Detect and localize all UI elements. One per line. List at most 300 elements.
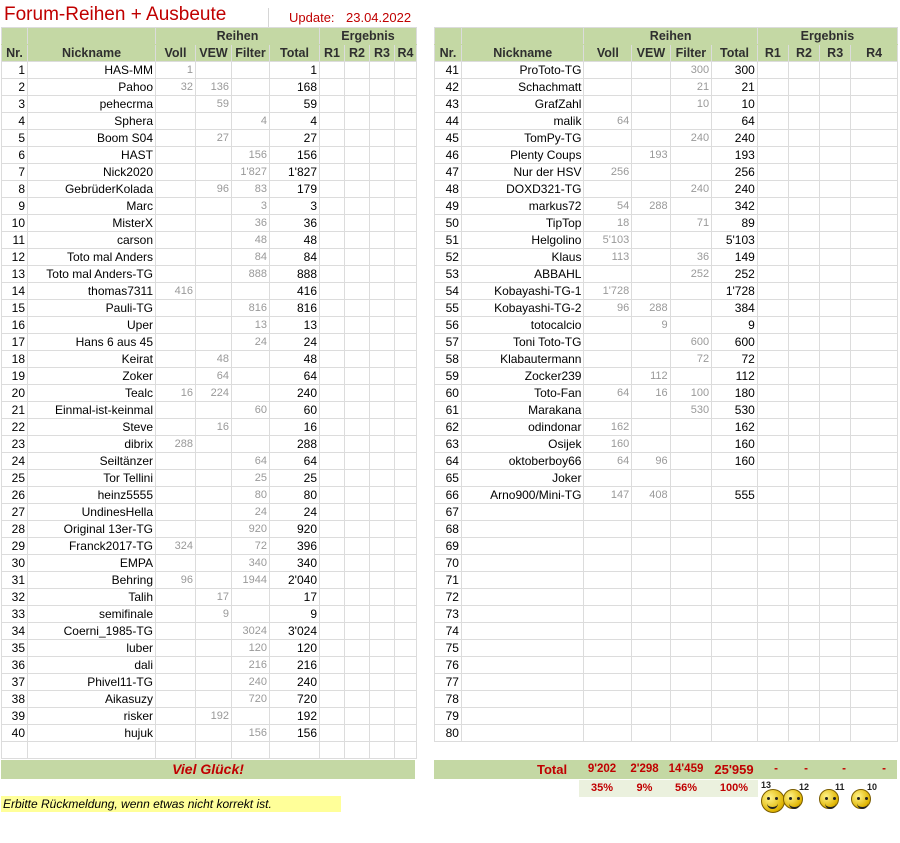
result-r2-cell — [345, 351, 370, 368]
filter-cell — [670, 419, 712, 436]
result-r2-cell — [788, 589, 819, 606]
filter-cell — [670, 453, 712, 470]
result-r2-cell — [788, 334, 819, 351]
row-number: 74 — [435, 623, 462, 640]
row-number: 80 — [435, 725, 462, 742]
voll-cell — [156, 691, 196, 708]
empty-cell — [196, 742, 232, 759]
result-r2-cell — [345, 368, 370, 385]
filter-cell: 340 — [232, 555, 270, 572]
nickname-cell — [461, 674, 583, 691]
result-r4-cell — [851, 436, 898, 453]
nickname-cell: Keirat — [28, 351, 156, 368]
row-number: 30 — [2, 555, 28, 572]
table-row — [435, 130, 898, 147]
nickname-cell — [461, 657, 583, 674]
result-r1-cell — [320, 232, 345, 249]
nickname-cell — [461, 504, 583, 521]
result-r4-cell — [851, 300, 898, 317]
nickname-cell: Steve — [28, 419, 156, 436]
table-row — [435, 504, 898, 521]
filter-cell: 24 — [232, 334, 270, 351]
voll-cell — [156, 487, 196, 504]
result-r3-cell — [820, 181, 851, 198]
nickname-cell: GebrüderKolada — [28, 181, 156, 198]
result-r2-cell — [345, 606, 370, 623]
result-r4-cell — [851, 164, 898, 181]
header-nr: Nr. — [2, 45, 28, 62]
nickname-cell: Original 13er-TG — [28, 521, 156, 538]
row-number: 17 — [2, 334, 28, 351]
header-r2: R2 — [345, 45, 370, 62]
total-cell: 920 — [270, 521, 320, 538]
result-r2-cell — [345, 402, 370, 419]
result-r4-cell — [395, 96, 417, 113]
voll-cell — [156, 164, 196, 181]
row-number: 60 — [435, 385, 462, 402]
result-r3-cell — [370, 725, 395, 742]
result-r4-cell — [395, 215, 417, 232]
nickname-cell: Arno900/Mini-TG — [461, 487, 583, 504]
result-r2-cell — [345, 198, 370, 215]
total-cell: 48 — [270, 232, 320, 249]
result-r3-cell — [820, 691, 851, 708]
table-row — [435, 283, 898, 300]
total-cell: 16 — [270, 419, 320, 436]
result-r4-cell — [395, 691, 417, 708]
nickname-cell: Sphera — [28, 113, 156, 130]
total-cell: 193 — [712, 147, 758, 164]
result-r2-cell — [788, 351, 819, 368]
result-r3-cell — [370, 453, 395, 470]
table-row — [435, 572, 898, 589]
filter-cell — [232, 385, 270, 402]
result-r4-cell — [851, 62, 898, 79]
row-number: 10 — [2, 215, 28, 232]
result-r4-cell — [395, 470, 417, 487]
result-r4-cell — [395, 606, 417, 623]
total-cell: 1'728 — [712, 283, 758, 300]
voll-cell — [156, 521, 196, 538]
row-number: 21 — [2, 402, 28, 419]
result-r2-cell — [788, 249, 819, 266]
table-row — [2, 691, 417, 708]
header-nr: Nr. — [435, 45, 462, 62]
result-r2-cell — [345, 266, 370, 283]
result-r3-cell — [820, 436, 851, 453]
result-r1-cell — [320, 334, 345, 351]
result-r4-cell — [851, 283, 898, 300]
table-row — [435, 623, 898, 640]
nickname-cell: thomas7311 — [28, 283, 156, 300]
nickname-cell: Pauli-TG — [28, 300, 156, 317]
result-r4-cell — [851, 96, 898, 113]
result-r1-cell — [320, 674, 345, 691]
result-r1-cell — [757, 504, 788, 521]
voll-cell — [156, 470, 196, 487]
update-label: Update: — [289, 10, 335, 25]
result-r1-cell — [757, 674, 788, 691]
empty-cell — [28, 742, 156, 759]
result-r4-cell — [395, 487, 417, 504]
voll-cell: 96 — [156, 572, 196, 589]
vew-cell — [196, 198, 232, 215]
table-row — [2, 317, 417, 334]
row-number: 34 — [2, 623, 28, 640]
nickname-cell: Aikasuzy — [28, 691, 156, 708]
result-r2-cell — [788, 266, 819, 283]
result-r1-cell — [320, 708, 345, 725]
result-r2-cell — [788, 317, 819, 334]
voll-cell — [584, 351, 632, 368]
result-r1-cell — [757, 164, 788, 181]
result-r1-cell — [757, 283, 788, 300]
result-r2-cell — [788, 113, 819, 130]
result-r2-cell — [788, 691, 819, 708]
result-r4-cell — [851, 555, 898, 572]
table-row — [435, 334, 898, 351]
voll-cell — [156, 674, 196, 691]
nickname-cell — [461, 640, 583, 657]
voll-cell: 147 — [584, 487, 632, 504]
table-row — [2, 572, 417, 589]
result-r4-cell — [851, 215, 898, 232]
row-number: 55 — [435, 300, 462, 317]
voll-cell — [156, 402, 196, 419]
result-r3-cell — [820, 232, 851, 249]
row-number: 29 — [2, 538, 28, 555]
result-r4-cell — [395, 589, 417, 606]
total-cell: 1'827 — [270, 164, 320, 181]
table-row — [435, 232, 898, 249]
result-r3-cell — [370, 436, 395, 453]
row-number: 61 — [435, 402, 462, 419]
table-row — [2, 198, 417, 215]
vew-cell — [632, 334, 670, 351]
voll-cell — [584, 334, 632, 351]
voll-cell — [584, 725, 632, 742]
sum-r1: - — [774, 763, 778, 775]
row-number: 12 — [2, 249, 28, 266]
row-number: 32 — [2, 589, 28, 606]
total-cell: 168 — [270, 79, 320, 96]
vew-cell — [632, 130, 670, 147]
total-cell: 216 — [270, 657, 320, 674]
voll-cell — [584, 504, 632, 521]
result-r1-cell — [757, 623, 788, 640]
table-row — [2, 181, 417, 198]
total-cell: 2'040 — [270, 572, 320, 589]
row-number: 44 — [435, 113, 462, 130]
result-r4-cell — [395, 555, 417, 572]
result-r2-cell — [345, 130, 370, 147]
row-number: 22 — [2, 419, 28, 436]
result-r4-cell — [851, 623, 898, 640]
result-r4-cell — [851, 691, 898, 708]
result-r1-cell — [757, 147, 788, 164]
row-number: 58 — [435, 351, 462, 368]
result-r3-cell — [820, 538, 851, 555]
filter-cell: 120 — [232, 640, 270, 657]
voll-cell — [156, 334, 196, 351]
voll-cell: 64 — [584, 113, 632, 130]
result-r4-cell — [851, 589, 898, 606]
filter-cell — [232, 708, 270, 725]
result-r1-cell — [320, 368, 345, 385]
filter-cell: 1'827 — [232, 164, 270, 181]
result-r3-cell — [370, 674, 395, 691]
result-r2-cell — [788, 487, 819, 504]
result-r2-cell — [345, 317, 370, 334]
table-row — [435, 640, 898, 657]
total-cell — [712, 589, 758, 606]
total-cell — [712, 674, 758, 691]
empty-cell — [156, 742, 196, 759]
empty-cell — [320, 742, 345, 759]
table-row — [435, 96, 898, 113]
voll-cell — [156, 96, 196, 113]
nickname-cell: HAST — [28, 147, 156, 164]
result-r1-cell — [757, 402, 788, 419]
voll-cell: 64 — [584, 453, 632, 470]
table-row — [435, 436, 898, 453]
table-row — [435, 470, 898, 487]
vew-cell — [196, 657, 232, 674]
header-nickname: Nickname — [461, 45, 583, 62]
result-r1-cell — [757, 368, 788, 385]
table-row — [2, 79, 417, 96]
nickname-cell: UndinesHella — [28, 504, 156, 521]
vew-cell — [196, 487, 232, 504]
voll-cell — [156, 589, 196, 606]
nickname-cell: MisterX — [28, 215, 156, 232]
filter-cell — [670, 300, 712, 317]
result-r4-cell — [851, 572, 898, 589]
sum-r4: - — [882, 763, 886, 775]
voll-cell — [156, 232, 196, 249]
filter-cell — [670, 317, 712, 334]
nickname-cell: Toto mal Anders — [28, 249, 156, 266]
result-r2-cell — [788, 572, 819, 589]
empty-cell — [370, 742, 395, 759]
result-r1-cell — [757, 640, 788, 657]
table-row — [435, 79, 898, 96]
voll-cell — [584, 657, 632, 674]
result-r4-cell — [851, 130, 898, 147]
result-r4-cell — [395, 113, 417, 130]
row-number: 77 — [435, 674, 462, 691]
header-nickname: Nickname — [28, 45, 156, 62]
result-r1-cell — [320, 79, 345, 96]
result-r3-cell — [370, 521, 395, 538]
row-number: 1 — [2, 62, 28, 79]
total-cell: 252 — [712, 266, 758, 283]
result-r1-cell — [757, 215, 788, 232]
filter-cell — [670, 198, 712, 215]
sum-total: 25'959 — [714, 762, 754, 777]
total-cell — [712, 555, 758, 572]
result-r1-cell — [757, 725, 788, 742]
filter-cell — [232, 283, 270, 300]
vew-cell — [632, 555, 670, 572]
pct-vew: 9% — [636, 782, 653, 794]
vew-cell — [632, 113, 670, 130]
voll-cell: 96 — [584, 300, 632, 317]
table-row — [435, 198, 898, 215]
result-r2-cell — [788, 470, 819, 487]
vew-cell — [196, 504, 232, 521]
result-r3-cell — [370, 572, 395, 589]
nickname-cell: Phivel11-TG — [28, 674, 156, 691]
voll-cell: 16 — [156, 385, 196, 402]
nickname-cell — [461, 725, 583, 742]
nickname-cell — [461, 623, 583, 640]
total-cell: 9 — [270, 606, 320, 623]
header-ergebnis: Ergebnis — [757, 28, 897, 45]
result-r4-cell — [851, 725, 898, 742]
row-number: 78 — [435, 691, 462, 708]
voll-cell: 113 — [584, 249, 632, 266]
total-cell: 160 — [712, 453, 758, 470]
result-r2-cell — [345, 589, 370, 606]
result-r3-cell — [370, 623, 395, 640]
nickname-cell: Kobayashi-TG-1 — [461, 283, 583, 300]
nickname-cell: Nick2020 — [28, 164, 156, 181]
result-r3-cell — [820, 623, 851, 640]
vew-cell — [196, 572, 232, 589]
result-r1-cell — [757, 79, 788, 96]
result-r3-cell — [820, 130, 851, 147]
result-r3-cell — [370, 708, 395, 725]
filter-cell: 25 — [232, 470, 270, 487]
table-row — [2, 436, 417, 453]
vew-cell — [632, 96, 670, 113]
vew-cell — [196, 436, 232, 453]
result-r2-cell — [345, 334, 370, 351]
filter-cell — [670, 674, 712, 691]
voll-cell — [156, 130, 196, 147]
result-r4-cell — [395, 198, 417, 215]
total-cell: 240 — [270, 385, 320, 402]
result-r4-cell — [395, 640, 417, 657]
vew-cell — [196, 62, 232, 79]
result-r2-cell — [788, 606, 819, 623]
vew-cell: 288 — [632, 300, 670, 317]
filter-cell — [670, 538, 712, 555]
table-row — [2, 453, 417, 470]
filter-cell — [670, 504, 712, 521]
total-cell: 59 — [270, 96, 320, 113]
header-r1: R1 — [320, 45, 345, 62]
result-r4-cell — [395, 147, 417, 164]
table-row — [435, 538, 898, 555]
table-row — [2, 283, 417, 300]
result-r4-cell — [851, 419, 898, 436]
result-r3-cell — [820, 708, 851, 725]
table-row — [435, 487, 898, 504]
voll-cell: 162 — [584, 419, 632, 436]
total-cell: 24 — [270, 334, 320, 351]
result-r4-cell — [395, 402, 417, 419]
smiley-13er-label: 13 — [761, 780, 772, 790]
page-title: Forum-Reihen + Ausbeute — [4, 4, 227, 25]
header-r1: R1 — [757, 45, 788, 62]
result-r4-cell — [851, 147, 898, 164]
row-number: 70 — [435, 555, 462, 572]
result-r2-cell — [345, 487, 370, 504]
vew-cell — [196, 470, 232, 487]
row-number: 56 — [435, 317, 462, 334]
voll-cell — [156, 147, 196, 164]
vew-cell: 16 — [196, 419, 232, 436]
voll-cell — [156, 555, 196, 572]
table-row — [2, 164, 417, 181]
header-blank-nick — [461, 28, 583, 45]
voll-cell — [584, 62, 632, 79]
result-r1-cell — [757, 130, 788, 147]
smiley-12er-label: 12 — [799, 782, 810, 792]
voll-cell: 1 — [156, 62, 196, 79]
table-row — [2, 351, 417, 368]
vew-cell — [196, 164, 232, 181]
result-r2-cell — [788, 300, 819, 317]
row-number: 42 — [435, 79, 462, 96]
filter-cell: 100 — [670, 385, 712, 402]
nickname-cell — [461, 691, 583, 708]
result-r1-cell — [320, 96, 345, 113]
result-r1-cell — [757, 351, 788, 368]
nickname-cell: Marakana — [461, 402, 583, 419]
voll-cell: 54 — [584, 198, 632, 215]
filter-cell — [232, 368, 270, 385]
smiley-11er-icon — [819, 789, 839, 809]
vew-cell: 408 — [632, 487, 670, 504]
vew-cell: 16 — [632, 385, 670, 402]
smiley-11er-label: 11 — [835, 782, 845, 792]
voll-cell — [156, 181, 196, 198]
result-r4-cell — [395, 504, 417, 521]
filter-cell: 156 — [232, 725, 270, 742]
result-r3-cell — [370, 589, 395, 606]
result-r3-cell — [370, 147, 395, 164]
result-r2-cell — [345, 249, 370, 266]
result-r3-cell — [370, 657, 395, 674]
result-r4-cell — [395, 164, 417, 181]
result-r3-cell — [370, 470, 395, 487]
total-cell: 27 — [270, 130, 320, 147]
filter-cell: 83 — [232, 181, 270, 198]
voll-cell — [156, 113, 196, 130]
nickname-cell: Toto mal Anders-TG — [28, 266, 156, 283]
header-r4: R4 — [395, 45, 417, 62]
result-r2-cell — [788, 198, 819, 215]
table-row — [435, 62, 898, 79]
vew-cell: 27 — [196, 130, 232, 147]
filter-cell: 48 — [232, 232, 270, 249]
vew-cell: 59 — [196, 96, 232, 113]
empty-cell — [2, 742, 28, 759]
vew-cell — [632, 215, 670, 232]
nickname-cell: malik — [461, 113, 583, 130]
total-cell: 396 — [270, 538, 320, 555]
result-r4-cell — [395, 79, 417, 96]
table-row — [2, 147, 417, 164]
result-r4-cell — [851, 674, 898, 691]
voll-cell — [584, 147, 632, 164]
result-r1-cell — [757, 385, 788, 402]
result-r4-cell — [851, 470, 898, 487]
vew-cell: 288 — [632, 198, 670, 215]
